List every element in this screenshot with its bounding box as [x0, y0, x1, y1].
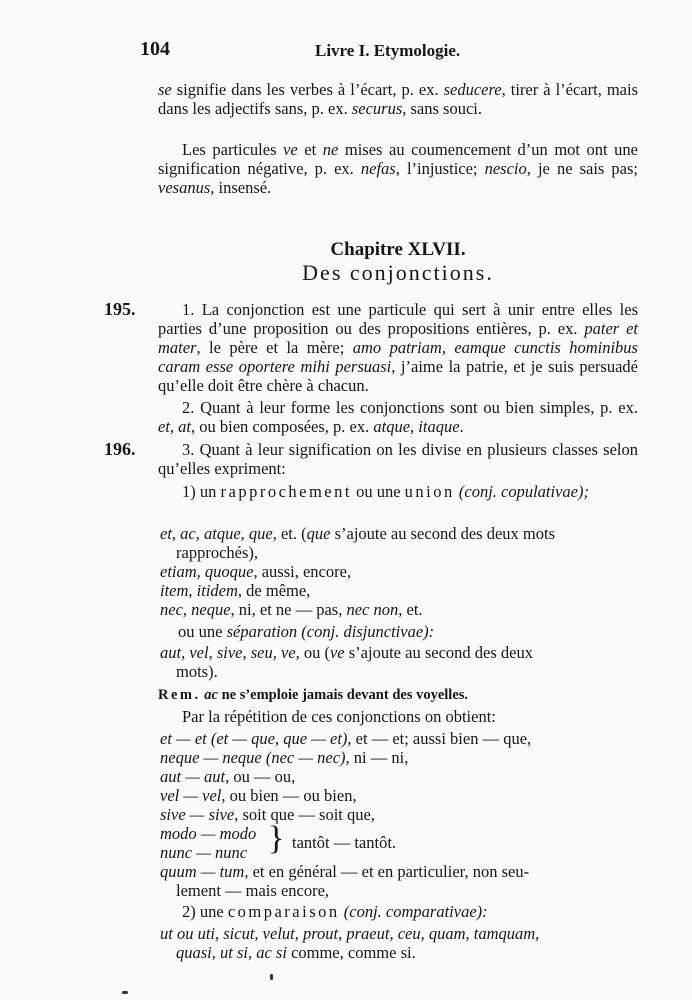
italic-text: se [158, 80, 172, 99]
page-number: 104 [140, 38, 170, 60]
repetition-nunc: nunc — nunc [160, 843, 248, 862]
comparison-list [160, 924, 638, 943]
italic-text: ac [204, 687, 218, 703]
list-item-item [160, 581, 638, 600]
remark [158, 686, 638, 705]
section-number-195: 195. [104, 299, 136, 319]
text-run: , le père et la mère; [196, 338, 353, 357]
italic-text: atque, itaque [373, 417, 460, 436]
text-run: , et en général — et en particulier, non seu- [244, 862, 530, 881]
text-run: 2. Quant à leur forme les conjonctions sont ou bien simples, p. ex. [182, 398, 638, 417]
text-run: 3. Quant à leur signification on les divise en plusieurs classes selon qu’elles expriment: [158, 440, 638, 478]
italic-text: pater et mater [158, 319, 638, 357]
italic-text: nescio [484, 159, 527, 178]
text-run: 1. La conjonction est une particule qui sert à unir entre elles les parties d’une proposition ou des propositions entières, p. ex. [158, 300, 638, 338]
italic-text: quum — tum [160, 862, 245, 881]
italic-text: ne [322, 140, 339, 159]
spaced-text: rapprochement [220, 482, 352, 501]
text-run: , ou bien composées, p. ex. [191, 417, 374, 436]
text-run: , ou — ou, [225, 767, 296, 786]
comparison-list-cont [176, 943, 638, 962]
text-run: , et — et; aussi bien — que, [347, 729, 532, 748]
list-item-aut [160, 643, 638, 662]
italic-text: que [306, 524, 331, 543]
italic-text: ve [329, 643, 345, 662]
chapter-label: Chapitre XLVII. [330, 239, 466, 260]
italic-text: vel — vel [160, 786, 222, 805]
text-run: 2) une [182, 902, 228, 921]
italic-text: nec non [346, 600, 399, 619]
text-run: ou une [178, 622, 227, 641]
repetition-sive [160, 805, 638, 824]
repetition-et-et [160, 729, 638, 748]
brace-glyph: } [268, 820, 285, 857]
text-run: , et. ( [272, 524, 307, 543]
text-run: , je ne sais pas; [526, 159, 638, 178]
italic-text: (conj. comparativae): [339, 902, 488, 921]
repetition-modo: modo — modo [160, 824, 257, 843]
class-disjunctive-heading [158, 622, 638, 641]
running-title: Livre I. Etymologie. [315, 41, 461, 60]
italic-text: nefas [360, 159, 396, 178]
text-run: , insensé. [210, 178, 272, 197]
class-comparative-heading [158, 902, 638, 921]
text-run: , ou ( [295, 643, 330, 662]
paragraph-se [158, 80, 638, 118]
text-run: , ni, et ne — pas, [230, 600, 347, 619]
repetition-tantot: tantôt — tantôt. [292, 833, 397, 852]
paragraph-definition [158, 300, 638, 395]
section-number-196: 196. [104, 439, 136, 459]
class-copulative-heading [158, 482, 638, 501]
list-item-etiam [160, 562, 638, 581]
text-run: , j’aime la patrie, et je suis persuadé qu’elle doit être chère à chacun. [158, 357, 638, 395]
italic-text: etiam, quoque [160, 562, 254, 581]
text-run: comme, comme si. [286, 943, 416, 962]
repetition-heading: Par la répétition de ces conjonctions on obtient: [182, 707, 496, 726]
paragraph-signification [158, 440, 638, 478]
italic-text: nec, neque [160, 600, 231, 619]
italic-text: aut — aut [160, 767, 226, 786]
italic-text: (conj. copulativae); [454, 482, 589, 501]
repetition-neque [160, 748, 638, 767]
spaced-text: Rem. [158, 687, 201, 703]
text-run: , soit que — soit que, [234, 805, 375, 824]
list-item-et-ac-cont: rapprochés), [176, 543, 259, 562]
text-run: , l’injustice; [395, 159, 485, 178]
text-run: s’ajoute au second des deux [344, 643, 533, 662]
list-item-et-ac [160, 524, 638, 543]
list-item-aut-cont: mots). [176, 662, 218, 681]
italic-text: ut ou uti, sicut, velut, prout, praeut, ceu, quam, tamquam, [160, 924, 540, 943]
text-run: , de même, [237, 581, 311, 600]
text-run: ne s’emploie jamais devant des voyelles. [217, 687, 469, 703]
repetition-vel [160, 786, 638, 805]
italic-text: et, at [158, 417, 191, 436]
text-run: , tirer à l’écart, mais dans les adjectifs sans, p. ex. [158, 80, 638, 118]
repetition-aut [160, 767, 638, 786]
italic-text: quasi, ut si, ac si [176, 943, 287, 962]
text-run: et [297, 140, 323, 159]
italic-text: et — et (et — que, que — et) [160, 729, 348, 748]
italic-text: item, itidem [160, 581, 238, 600]
text-run: ou une [351, 482, 405, 501]
text-run: , ni — ni, [345, 748, 409, 767]
italic-text: ve [283, 140, 298, 159]
text-run: Les particules [182, 140, 284, 159]
text-run: signifie dans les verbes à l’écart, p. ex. [171, 80, 444, 99]
repetition-quum [160, 862, 638, 881]
paragraph-negative-particles [158, 140, 638, 197]
print-mark-left [122, 991, 128, 994]
italic-text: seducere [443, 80, 502, 99]
list-item-nec [160, 600, 638, 619]
italic-text: aut, vel, sive, seu, ve [160, 643, 296, 662]
italic-text: sive — sive [160, 805, 235, 824]
paragraph-form [158, 398, 638, 436]
italic-text: séparation (conj. disjunctivae): [226, 622, 435, 641]
text-run: , aussi, encore, [253, 562, 352, 581]
text-run: , sans souci. [402, 99, 482, 118]
text-run: s’ajoute au second des deux mots [330, 524, 555, 543]
italic-text: vesanus [158, 178, 211, 197]
spaced-text: union [404, 482, 455, 501]
text-run: , et. [398, 600, 423, 619]
text-run: 1) un [182, 482, 221, 501]
italic-text: securus [351, 99, 403, 118]
spaced-text: comparaison [227, 902, 340, 921]
italic-text: amo patriam, eamque cunctis hominibus caram esse oportere mihi persuasi [158, 338, 638, 376]
repetition-quum-cont: lement — mais encore, [176, 881, 330, 900]
running-header [140, 40, 635, 64]
text-run: . [459, 417, 464, 436]
italic-text: neque — neque (nec — nec) [160, 748, 346, 767]
text-run: mises au coumencement d’un mot ont une signification négative, p. ex. [158, 140, 638, 178]
italic-text: et, ac, atque, que [160, 524, 273, 543]
text-run: , ou bien — ou bien, [221, 786, 357, 805]
chapter-title: Des conjonctions. [302, 260, 494, 285]
print-mark [270, 974, 273, 980]
